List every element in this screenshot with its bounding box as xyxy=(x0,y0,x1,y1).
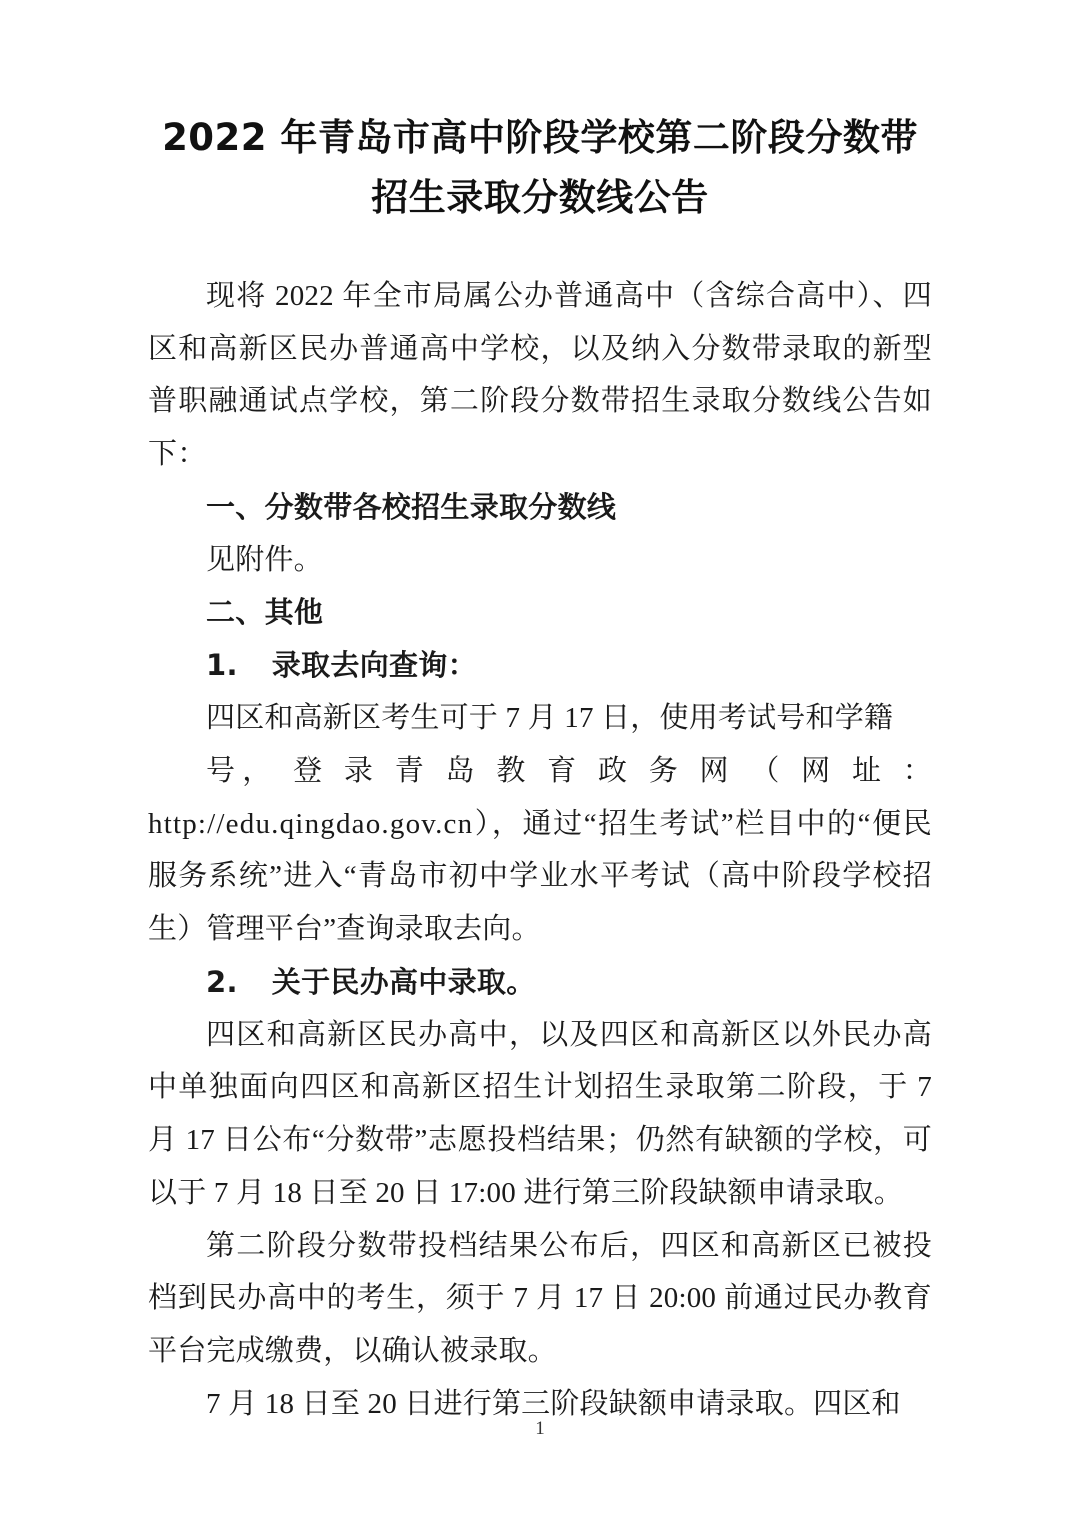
intro-paragraph: 现将 2022 年全市局属公办普通高中（含综合高中）、四区和高新区民办普通高中学校，以及纳入分数带录取的新型普职融通试点学校，第二阶段分数带招生录取分数线公告如下： xyxy=(148,279,932,471)
list-item-2-number: 2. xyxy=(206,964,238,999)
page-title-line-1: 2022 年青岛市高中阶段学校第二阶段分数带 xyxy=(162,116,918,159)
page-number: 1 xyxy=(535,1418,545,1439)
list-item-1-body xyxy=(148,692,932,956)
list-item-1-body-part-1: 四区和高新区考生可于 7 月 17 日，使用考试号和学籍 xyxy=(206,702,894,734)
page-title-line-2: 招生录取分数线公告 xyxy=(371,175,709,219)
section-one-body: 见附件。 xyxy=(206,543,323,576)
education-portal-url: http://edu.qingdao.gov.cn） xyxy=(148,807,492,840)
list-item-1-title: 录取去向查询： xyxy=(271,648,477,683)
list-item-2-body-1: 四区和高新区民办高中，以及四区和高新区以外民办高中单独面向四区和高新区招生计划招生录取第二阶段，于 7 月 17 日公布“分数带”志愿投档结果；仍然有缺额的学校，可以于 7 月 18 日至 20 日 17:00 进行第三阶段缺额申请录取。 xyxy=(148,1018,932,1209)
section-heading-two: 二、其他 xyxy=(206,595,324,630)
list-item-1-body-part-4: ，通过“招生考试”栏目中的“便民服务系统”进入“青岛市初中学业水平考试（高中阶段学校招生）管理平台”查询录取去向。 xyxy=(148,807,932,946)
page-title xyxy=(148,108,932,228)
document-body xyxy=(148,108,932,1431)
list-item-2-body-3: 7 月 18 日至 20 日进行第三阶段缺额申请录取。四区和 xyxy=(206,1387,901,1420)
list-item-2-body-2: 第二阶段分数带投档结果公布后，四区和高新区已被投档到民办高中的考生，须于 7 月 17 日 20:00 前通过民办教育平台完成缴费，以确认被录取。 xyxy=(148,1229,932,1368)
section-heading-one: 一、分数带各校招生录取分数线 xyxy=(206,489,617,524)
list-item-2-heading xyxy=(148,956,932,1009)
list-item-2-title: 关于民办高中录取。 xyxy=(271,964,536,999)
list-item-1-number: 1. xyxy=(206,648,238,683)
list-item-1-heading xyxy=(148,639,932,692)
list-item-1-body-part-2: 号， 登 录 青 岛 教 育 政 务 网 （ 网 址 ： xyxy=(206,754,932,787)
